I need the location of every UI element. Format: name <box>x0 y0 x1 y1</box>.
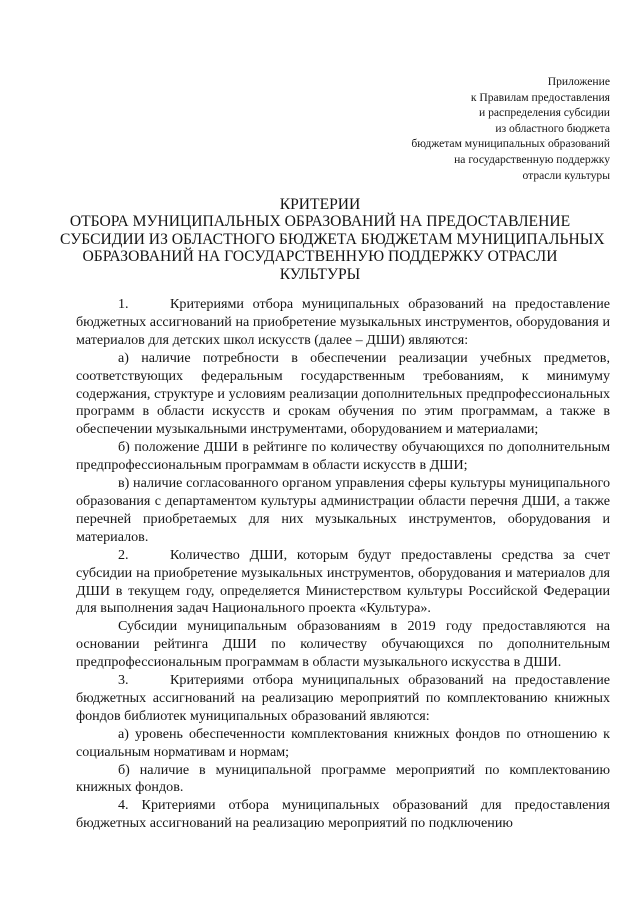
paragraph-2b: Субсидии муниципальным образованиям в 2019 году предоставляются на основании рейтинга ДШИ по количеству обучающихся по дополнительным предпрофессиональным программам в области музыкального искусства в ДШИ. <box>76 618 610 671</box>
title-line: КУЛЬТУРЫ <box>279 265 361 283</box>
appendix-header <box>310 74 610 183</box>
appendix-line: к Правилам предоставления <box>470 90 610 104</box>
paragraph-4: 4. Критериями отбора муниципальных образований для предоставления бюджетных ассигнований на реализацию мероприятий по подключению <box>76 797 610 832</box>
appendix-line: и распределения субсидии <box>479 106 610 120</box>
paragraph-number: 1. <box>118 296 129 312</box>
appendix-line: отрасли культуры <box>522 168 610 182</box>
document-body <box>76 296 610 833</box>
title-line: ОТБОРА МУНИЦИПАЛЬНЫХ ОБРАЗОВАНИЙ НА ПРЕДОСТАВЛЕНИЕ <box>69 213 571 231</box>
title-line: КРИТЕРИИ <box>279 196 361 213</box>
title-line: СУБСИДИИ ИЗ ОБЛАСТНОГО БЮДЖЕТА БЮДЖЕТАМ МУНИЦИПАЛЬНЫХ <box>60 230 605 248</box>
paragraph-text: Критериями отбора муниципальных образований на предоставление бюджетных ассигнований на приобретение музыкальных инструментов, оборудования и материалов для детских школ искусств (далее – ДШИ) являются: <box>76 296 610 348</box>
paragraph-number: 3. <box>118 672 129 689</box>
paragraph-1a: а) наличие потребности в обеспечении реализации учебных предметов, соответствующих федеральным государственным требованиям, к минимуму содержания, структуре и условиям реализации дополнительных предпрофессиональных программ в области искусств и срокам обучения по этим программам, а также в обеспечении музыкальными инструментами, оборудованием и материалами; <box>76 349 610 438</box>
title-line: ОБРАЗОВАНИЙ НА ГОСУДАРСТВЕННУЮ ПОДДЕРЖКУ ОТРАСЛИ <box>82 248 558 266</box>
paragraph-1 <box>76 296 610 350</box>
paragraph-1c: в) наличие согласованного органом управления сферы культуры муниципального образования с департаментом культуры администрации области перечня ДШИ, а также перечней приобретаемых для них музыкальных инструментов, оборудования и материалов. <box>76 475 610 545</box>
paragraph-3 <box>76 672 610 726</box>
paragraph-1b: б) положение ДШИ в рейтинге по количеству обучающихся по дополнительным предпрофессиональным программам в области искусств в ДШИ; <box>76 439 610 474</box>
paragraph-2 <box>76 547 610 619</box>
paragraph-3b: б) наличие в муниципальной программе мероприятий по комплектованию книжных фондов. <box>76 761 610 796</box>
paragraph-text: Критериями отбора муниципальных образований на предоставление бюджетных ассигнований на реализацию мероприятий по комплектованию книжных фондов библиотек муниципальных образований являются: <box>76 672 610 724</box>
paragraph-3a: а) уровень обеспеченности комплектования книжных фондов по отношению к социальным нормативам и нормам; <box>76 725 610 760</box>
appendix-line: из областного бюджета <box>495 121 610 135</box>
appendix-line: бюджетам муниципальных образований <box>411 137 610 151</box>
appendix-line: Приложение <box>547 75 610 88</box>
paragraph-text: Количество ДШИ, которым будут предоставлены средства за счет субсидии на приобретение музыкальных инструментов, оборудования и материалов для ДШИ в текущем году, определяется Министерством культуры Российской Федерации для выполнения задач Национального проекта «Культура». <box>76 546 610 617</box>
appendix-line: на государственную поддержку <box>454 152 610 166</box>
document-title <box>60 196 605 283</box>
paragraph-number: 2. <box>118 546 129 563</box>
